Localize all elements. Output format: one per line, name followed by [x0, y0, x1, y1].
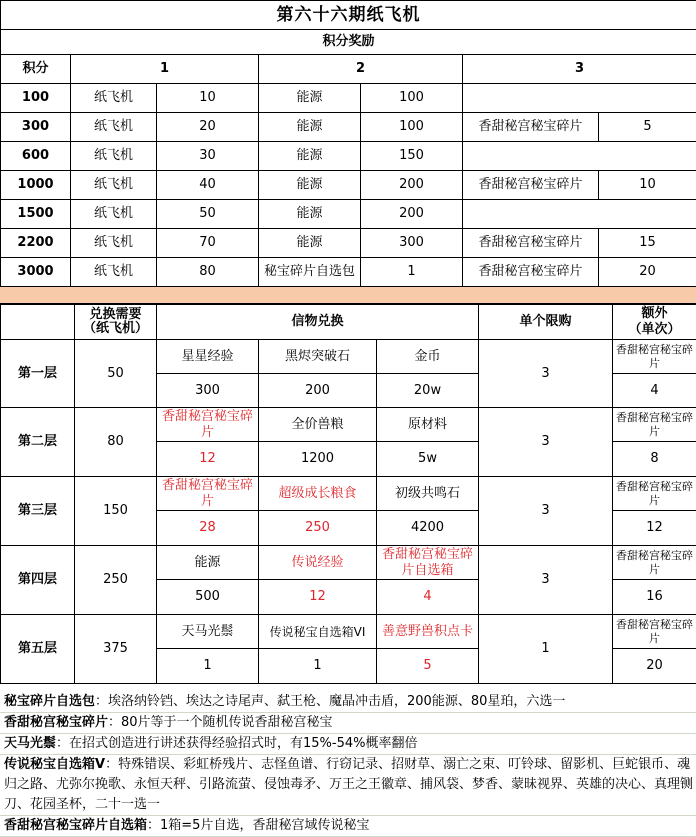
extra-reward-qty: 16	[613, 580, 696, 615]
points-value: 1500	[1, 200, 71, 229]
reward-2-item: 能源	[259, 84, 361, 113]
note-line	[0, 734, 696, 755]
reward-2-qty: 1	[361, 258, 463, 287]
col-reward-1: 1	[71, 55, 259, 84]
exchange-row	[1, 408, 696, 442]
extra-reward-name: 香甜秘宫秘宝碎片	[613, 615, 696, 649]
item-c-name: 善意野兽积点卡	[377, 615, 479, 649]
reward-1-qty: 10	[157, 84, 259, 113]
item-b-name: 全价兽粮	[259, 408, 377, 442]
points-value: 600	[1, 142, 71, 171]
layer-cost: 150	[75, 477, 157, 546]
item-c-qty: 5	[377, 649, 479, 684]
extra-reward-name: 香甜秘宫秘宝碎片	[613, 408, 696, 442]
reward-2-qty: 100	[361, 113, 463, 142]
points-value: 1000	[1, 171, 71, 200]
reward-3-qty: 5	[599, 113, 696, 142]
reward-2-item: 能源	[259, 171, 361, 200]
item-c-qty: 5w	[377, 442, 479, 477]
points-row	[1, 113, 696, 142]
col-items: 信物兑换	[157, 305, 479, 340]
item-b-qty: 1200	[259, 442, 377, 477]
col-reward-3: 3	[463, 55, 696, 84]
divider-band	[1, 287, 696, 304]
note-text: ：特殊错误、彩虹桥残片、志怪鱼谱、行窃记录、招财草、溺亡之束、叮铃球、留影机、巨蛇银币、魂归之路、尤弥尔挽歌、永恒天秤、引路流萤、侵蚀毒矛、万王之王徽章、捕风袋、梦香、蒙昧视界、英雄的决心、真理铡刀、花园圣杯，二十一选一	[4, 757, 693, 812]
extra-reward-qty: 12	[613, 511, 696, 546]
item-b-name: 传说秘宝自选箱VI	[259, 615, 377, 649]
note-text: ：埃洛纳铃铛、埃达之诗尾声、弑王枪、魔晶冲击盾，200能源、80星珀，六选一	[95, 694, 565, 709]
layer-label: 第三层	[1, 477, 75, 546]
exchange-corner	[1, 305, 75, 340]
points-value: 300	[1, 113, 71, 142]
col-limit: 单个限购	[479, 305, 613, 340]
points-value: 2200	[1, 229, 71, 258]
item-b-qty: 200	[259, 374, 377, 408]
item-b-qty: 1	[259, 649, 377, 684]
note-label: 秘宝碎片自选包	[4, 694, 95, 709]
layer-label: 第四层	[1, 546, 75, 615]
item-a-qty: 12	[157, 442, 259, 477]
item-b-name: 超级成长粮食	[259, 477, 377, 511]
item-b-qty: 12	[259, 580, 377, 615]
item-a-name: 香甜秘宫秘宝碎片	[157, 477, 259, 511]
item-b-name: 传说经验	[259, 546, 377, 580]
item-a-name: 香甜秘宫秘宝碎片	[157, 408, 259, 442]
layer-label: 第一层	[1, 340, 75, 408]
points-row	[1, 142, 696, 171]
note-label: 天马光鬃	[4, 736, 56, 751]
item-a-qty: 1	[157, 649, 259, 684]
reward-3-item: 香甜秘宫秘宝碎片	[463, 258, 599, 287]
reward-3-item	[463, 142, 696, 171]
reward-1-qty: 70	[157, 229, 259, 258]
item-c-qty: 4200	[377, 511, 479, 546]
purchase-limit: 3	[479, 546, 613, 615]
extra-reward-name: 香甜秘宫秘宝碎片	[613, 340, 696, 374]
note-text: ：在招式创造进行讲述获得经验招式时，有15%-54%概率翻倍	[56, 736, 417, 751]
reward-1-item: 纸飞机	[71, 229, 157, 258]
points-row	[1, 229, 696, 258]
layer-label: 第五层	[1, 615, 75, 684]
col-extra: 额外 （单次）	[613, 305, 696, 340]
reward-1-qty: 80	[157, 258, 259, 287]
col-points: 积分	[1, 55, 71, 84]
purchase-limit: 1	[479, 615, 613, 684]
item-c-name: 原材料	[377, 408, 479, 442]
reward-1-qty: 20	[157, 113, 259, 142]
rewards-table	[0, 0, 696, 304]
points-row	[1, 200, 696, 229]
section-points-label: 积分奖励	[1, 30, 696, 55]
reward-3-qty: 10	[599, 171, 696, 200]
reward-2-item: 能源	[259, 113, 361, 142]
reward-1-item: 纸飞机	[71, 142, 157, 171]
reward-1-qty: 50	[157, 200, 259, 229]
item-c-name: 初级共鸣石	[377, 477, 479, 511]
reward-1-item: 纸飞机	[71, 200, 157, 229]
reward-2-item: 能源	[259, 200, 361, 229]
exchange-table	[0, 304, 696, 684]
reward-1-item: 纸飞机	[71, 84, 157, 113]
reward-3-qty: 15	[599, 229, 696, 258]
item-b-name: 黑烬突破石	[259, 340, 377, 374]
extra-reward-qty: 4	[613, 374, 696, 408]
extra-reward-qty: 20	[613, 649, 696, 684]
note-line	[0, 713, 696, 734]
item-c-qty: 4	[377, 580, 479, 615]
layer-cost: 250	[75, 546, 157, 615]
layer-cost: 50	[75, 340, 157, 408]
note-label: 香甜秘宫秘宝碎片自选箱	[4, 818, 147, 833]
extra-reward-name: 香甜秘宫秘宝碎片	[613, 477, 696, 511]
item-c-qty: 20w	[377, 374, 479, 408]
exchange-row	[1, 615, 696, 649]
reward-2-item: 秘宝碎片自选包	[259, 258, 361, 287]
purchase-limit: 3	[479, 340, 613, 408]
layer-cost: 80	[75, 408, 157, 477]
reward-1-item: 纸飞机	[71, 171, 157, 200]
col-reward-2: 2	[259, 55, 463, 84]
points-rows	[1, 84, 696, 287]
reward-1-item: 纸飞机	[71, 258, 157, 287]
note-line	[0, 816, 696, 837]
item-a-qty: 500	[157, 580, 259, 615]
exchange-rows	[1, 340, 696, 684]
item-c-name: 金币	[377, 340, 479, 374]
purchase-limit: 3	[479, 477, 613, 546]
reward-1-item: 纸飞机	[71, 113, 157, 142]
item-a-name: 能源	[157, 546, 259, 580]
exchange-row	[1, 340, 696, 374]
reward-3-item	[463, 200, 696, 229]
reward-1-qty: 30	[157, 142, 259, 171]
layer-label: 第二层	[1, 408, 75, 477]
note-line	[0, 755, 696, 816]
note-label: 香甜秘宫秘宝碎片	[4, 715, 108, 730]
item-a-qty: 300	[157, 374, 259, 408]
item-a-qty: 28	[157, 511, 259, 546]
reward-1-qty: 40	[157, 171, 259, 200]
item-a-name: 天马光鬃	[157, 615, 259, 649]
reward-3-qty: 20	[599, 258, 696, 287]
item-b-qty: 250	[259, 511, 377, 546]
points-value: 100	[1, 84, 71, 113]
exchange-row	[1, 546, 696, 580]
reward-3-item: 香甜秘宫秘宝碎片	[463, 229, 599, 258]
note-label: 传说秘宝自选箱V	[4, 757, 105, 772]
page-title: 第六十六期纸飞机	[1, 1, 696, 30]
reward-3-item: 香甜秘宫秘宝碎片	[463, 113, 599, 142]
col-cost: 兑换需要 （纸飞机）	[75, 305, 157, 340]
purchase-limit: 3	[479, 408, 613, 477]
points-row	[1, 171, 696, 200]
reward-3-item: 香甜秘宫秘宝碎片	[463, 171, 599, 200]
points-row	[1, 84, 696, 113]
reward-2-qty: 200	[361, 200, 463, 229]
item-a-name: 星星经验	[157, 340, 259, 374]
note-text: ：1箱=5片自选，香甜秘宫域传说秘宝	[147, 818, 369, 833]
reward-2-qty: 100	[361, 84, 463, 113]
reward-2-qty: 150	[361, 142, 463, 171]
reward-2-item: 能源	[259, 229, 361, 258]
reward-2-qty: 200	[361, 171, 463, 200]
item-c-name: 香甜秘宫秘宝碎片自选箱	[377, 546, 479, 580]
points-row	[1, 258, 696, 287]
notes-section	[0, 692, 696, 837]
extra-reward-qty: 8	[613, 442, 696, 477]
note-line	[0, 692, 696, 713]
note-text: ：80片等于一个随机传说香甜秘宫秘宝	[108, 715, 333, 730]
reward-3-item	[463, 84, 696, 113]
reward-2-qty: 300	[361, 229, 463, 258]
layer-cost: 375	[75, 615, 157, 684]
extra-reward-name: 香甜秘宫秘宝碎片	[613, 546, 696, 580]
points-value: 3000	[1, 258, 71, 287]
exchange-row	[1, 477, 696, 511]
reward-2-item: 能源	[259, 142, 361, 171]
